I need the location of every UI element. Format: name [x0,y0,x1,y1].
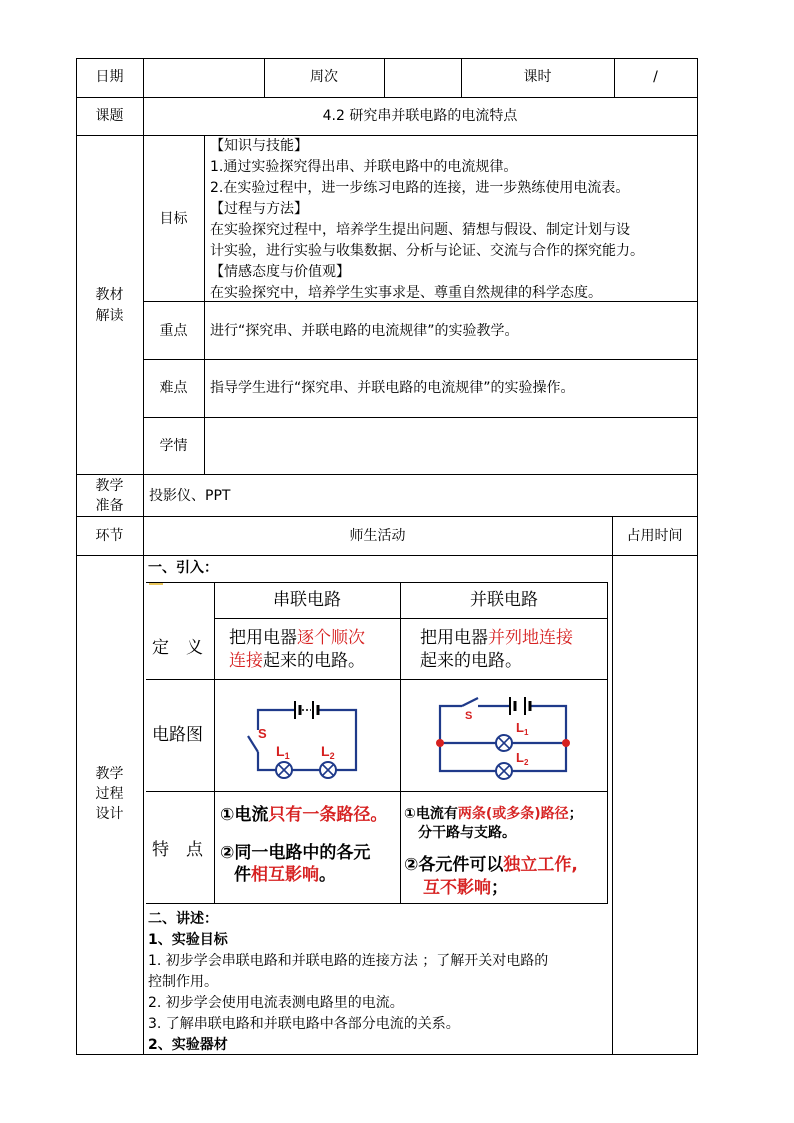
series-feature-2: ②同一电路中的各元 [220,843,371,863]
goals-line: 【情感态度与价值观】 [210,264,350,280]
equipment-heading: 2、实验器材 [148,1037,228,1053]
parallel-lamp1-label [516,720,529,737]
lamp-icon [496,735,512,779]
intro-heading: 一、引入： [148,560,218,576]
series-f2-red: 相互影响 [251,865,319,885]
series-f2-post: 。 [319,865,336,885]
series-switch-label: S [258,726,267,741]
parallel-lamp2-letter: L [516,750,524,765]
goals-line: 【知识与技能】 [210,138,308,154]
parallel-col-header: 并联电路 [470,590,538,610]
parallel-feature-2b [423,877,508,899]
parallel-definition-2: 起来的电路。 [420,651,522,671]
parallel-f1-red: 两条(或多条)路径 [457,806,569,822]
series-lamp1-sub: 1 [284,751,290,761]
prep-label-2: 准备 [95,498,124,514]
difficulty-label: 难点 [159,380,188,396]
goals-label: 目标 [159,211,188,227]
series-col-header: 串联电路 [273,590,341,610]
series-feature-1 [220,804,387,826]
goals-line: 在实验探究过程中，培养学生提出问题、猜想与假设、制定计划与设 [210,222,630,238]
series-def-pre: 把用电器 [229,628,297,648]
parallel-f1-post: ； [568,806,583,822]
prep-value: 投影仪、PPT [149,488,231,504]
feature-label: 特 点 [152,840,203,860]
series-def-post: 起来的电路。 [263,651,365,671]
prep-label: 教学 [95,478,124,494]
topic-label: 课题 [95,108,124,124]
parallel-def-red: 并列地连接 [488,628,573,648]
parallel-lamp2-label [516,750,529,767]
parallel-feature-1 [404,804,583,824]
experiment-goal-line: 1. 初步学会串联电路和并联电路的连接方法 ；了解开关对电路的 [148,953,549,969]
date-label: 日期 [95,69,124,85]
parallel-lamp1-letter: L [516,720,524,735]
topic-value: 4.2 研究串并联电路的电流特点 [322,108,518,124]
experiment-goal-heading: 1、实验目标 [148,932,228,948]
parallel-f2-red-2: 互不影响 [423,878,491,898]
goals-line: 【过程与方法】 [210,201,308,217]
series-lamp1-label [276,743,290,761]
time-header: 占用时间 [626,528,683,544]
series-lamp2-letter: L [321,743,330,759]
parallel-def-pre: 把用电器 [420,628,488,648]
goals-line: 1.通过实验探究得出串、并联电路中的电流规律。 [210,159,518,175]
parallel-definition [420,627,573,649]
goals-line: 计实验，进行实验与收集数据、分析与论证、交流与合作的探究能力。 [210,243,644,259]
parallel-lamp2-sub: 2 [523,758,529,767]
design-label: 教学 [95,766,124,782]
activity-header: 师生活动 [349,528,406,544]
design-label: 过程 [95,786,124,802]
series-lamp1-letter: L [276,743,285,759]
period-value: / [653,69,658,85]
explain-heading: 二、讲述： [148,911,218,927]
key-label: 重点 [159,323,188,339]
parallel-f2-red: 独立工作, [503,855,578,875]
experiment-goal-line: 控制作用。 [148,974,218,990]
series-f1-red: 只有一条路径。 [268,805,388,825]
series-f1-pre: ①电流 [220,805,269,825]
diagram-label: 电路图 [152,725,203,745]
parallel-lamp1-sub: 1 [523,728,529,737]
textbook-label-2: 解读 [95,308,124,324]
comparison-table [146,582,608,904]
experiment-goal-line: 3. 了解串联电路和并联电路中各部分电流的关系。 [148,1016,460,1032]
series-feature-2b [234,864,336,886]
series-def-red-2: 连接 [229,651,263,671]
series-definition-2 [229,650,365,672]
goals-line: 在实验探究中，培养学生实事求是、尊重自然规律的科学态度。 [210,285,602,301]
parallel-f2-pre: ②各元件可以 [404,855,504,875]
series-definition [229,627,365,649]
design-label: 设计 [95,806,124,822]
goals-line: 2.在实验过程中，进一步练习电路的连接，进一步熟练使用电流表。 [210,180,630,196]
experiment-goal-line: 2. 初步学会使用电流表测电路里的电流。 [148,995,404,1011]
series-lamp2-sub: 2 [329,751,335,761]
parallel-feature-1b: 分干路与支路。 [418,825,516,841]
key-value: 进行“探究串、并联电路的电流规律”的实验教学。 [210,323,519,339]
difficulty-value: 指导学生进行“探究串、并联电路的电流规律”的实验操作。 [210,380,575,396]
series-f2-pre: 件 [234,865,251,885]
parallel-switch-label: S [465,710,473,722]
period-label: 课时 [523,69,552,85]
series-circuit-diagram [238,688,378,780]
parallel-f1-pre: ①电流有 [404,806,458,822]
parallel-circuit-diagram [432,688,577,784]
textbook-label: 教材 [95,287,124,303]
parallel-feature-2 [404,854,578,876]
series-def-red: 逐个顺次 [297,628,365,648]
parallel-f2-post: ； [491,878,508,898]
students-label: 学情 [159,438,188,454]
week-label: 周次 [310,69,338,85]
definition-label: 定 义 [152,638,203,658]
series-lamp2-label [321,743,335,761]
stage-header: 环节 [95,528,124,544]
